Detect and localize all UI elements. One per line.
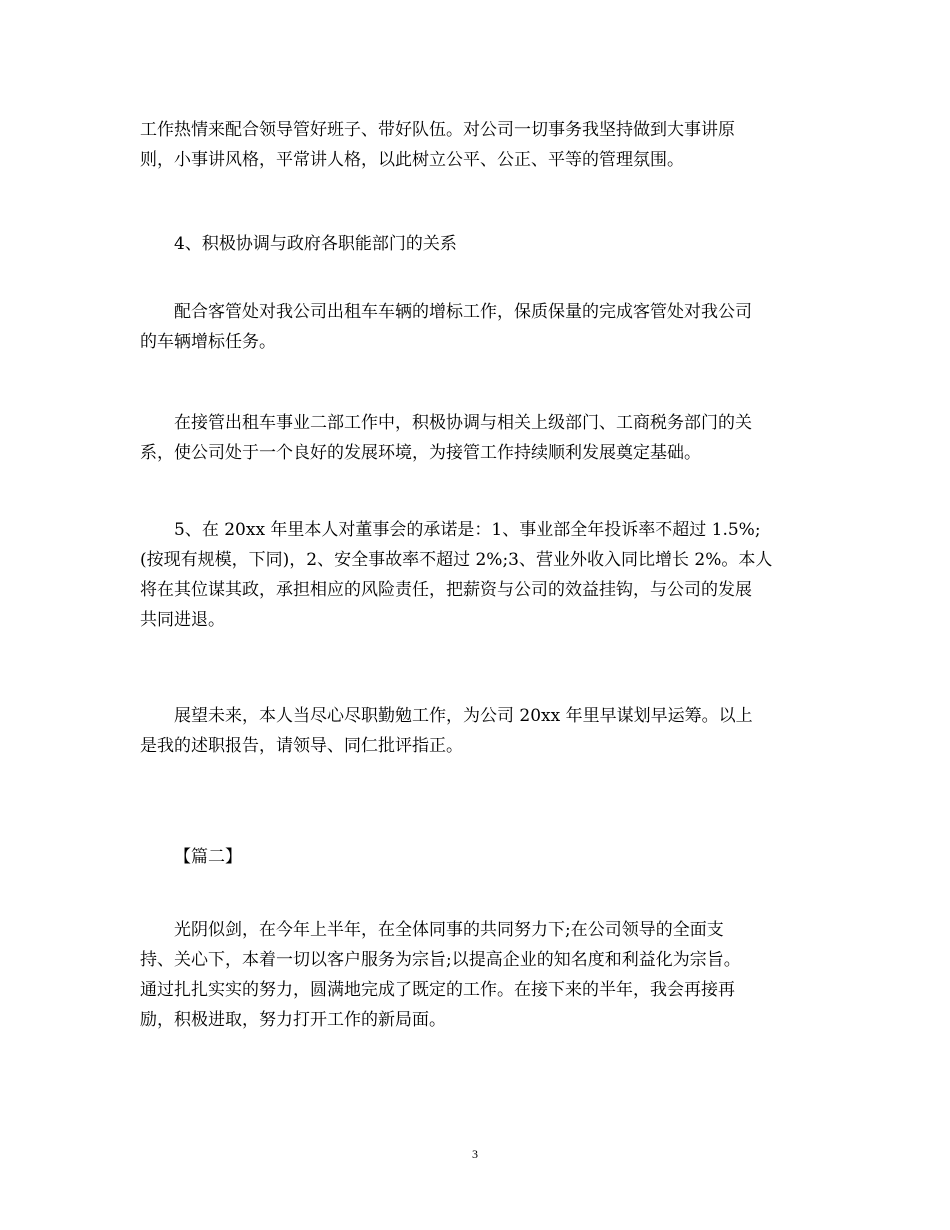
section-heading-5-commitment <box>140 515 820 635</box>
text-line: 则，小事讲风格，平常讲人格，以此树立公平、公正、平等的管理氛围。 <box>140 150 684 170</box>
page-number: 3 <box>472 1147 478 1161</box>
paragraph-leadership <box>140 115 820 175</box>
section-heading-4 <box>140 229 820 259</box>
text-line: 5、在 20xx 年里本人对董事会的承诺是：1、事业部全年投诉率不超过 1.5%; <box>174 520 761 540</box>
text-line: 系，使公司处于一个良好的发展环境，为接管工作持续顺利发展奠定基础。 <box>140 443 701 463</box>
text-line: 的车辆增标任务。 <box>140 332 276 352</box>
paragraph-coordination <box>140 408 820 468</box>
text-line: 展望未来，本人当尽心尽职勤勉工作，为公司 20xx 年里早谋划早运筹。以上 <box>174 706 753 726</box>
text-line: 将在其位谋其政，承担相应的风险责任，把薪资与公司的效益挂钩，与公司的发展 <box>140 580 752 600</box>
paragraph-outlook <box>140 701 820 761</box>
text-line: 通过扎扎实实的努力，圆满地完成了既定的工作。在接下来的半年，我会再接再 <box>140 980 735 1000</box>
paragraph-half-year <box>140 915 820 1035</box>
paragraph-taxi-quota <box>140 297 820 357</box>
text-line: 【篇二】 <box>174 847 242 867</box>
text-line: (按现有规模，下同)，2、安全事故率不超过 2%;3、营业外收入同比增长 2%。本人 <box>140 550 773 570</box>
section-heading-part-two <box>140 842 820 872</box>
text-line: 配合客管处对我公司出租车车辆的增标工作，保质保量的完成客管处对我公司 <box>174 302 752 322</box>
text-line: 是我的述职报告，请领导、同仁批评指正。 <box>140 736 463 756</box>
text-line: 励，积极进取，努力打开工作的新局面。 <box>140 1010 446 1030</box>
text-line: 持、关心下，本着一切以客户服务为宗旨;以提高企业的知名度和利益化为宗旨。 <box>140 950 741 970</box>
text-line: 4、积极协调与政府各职能部门的关系 <box>174 234 457 254</box>
text-line: 共同进退。 <box>140 610 225 630</box>
text-line: 工作热情来配合领导管好班子、带好队伍。对公司一切事务我坚持做到大事讲原 <box>140 120 735 140</box>
text-line: 光阴似剑，在今年上半年，在全体同事的共同努力下;在公司领导的全面支 <box>174 920 724 940</box>
text-line: 在接管出租车事业二部工作中，积极协调与相关上级部门、工商税务部门的关 <box>174 413 752 433</box>
